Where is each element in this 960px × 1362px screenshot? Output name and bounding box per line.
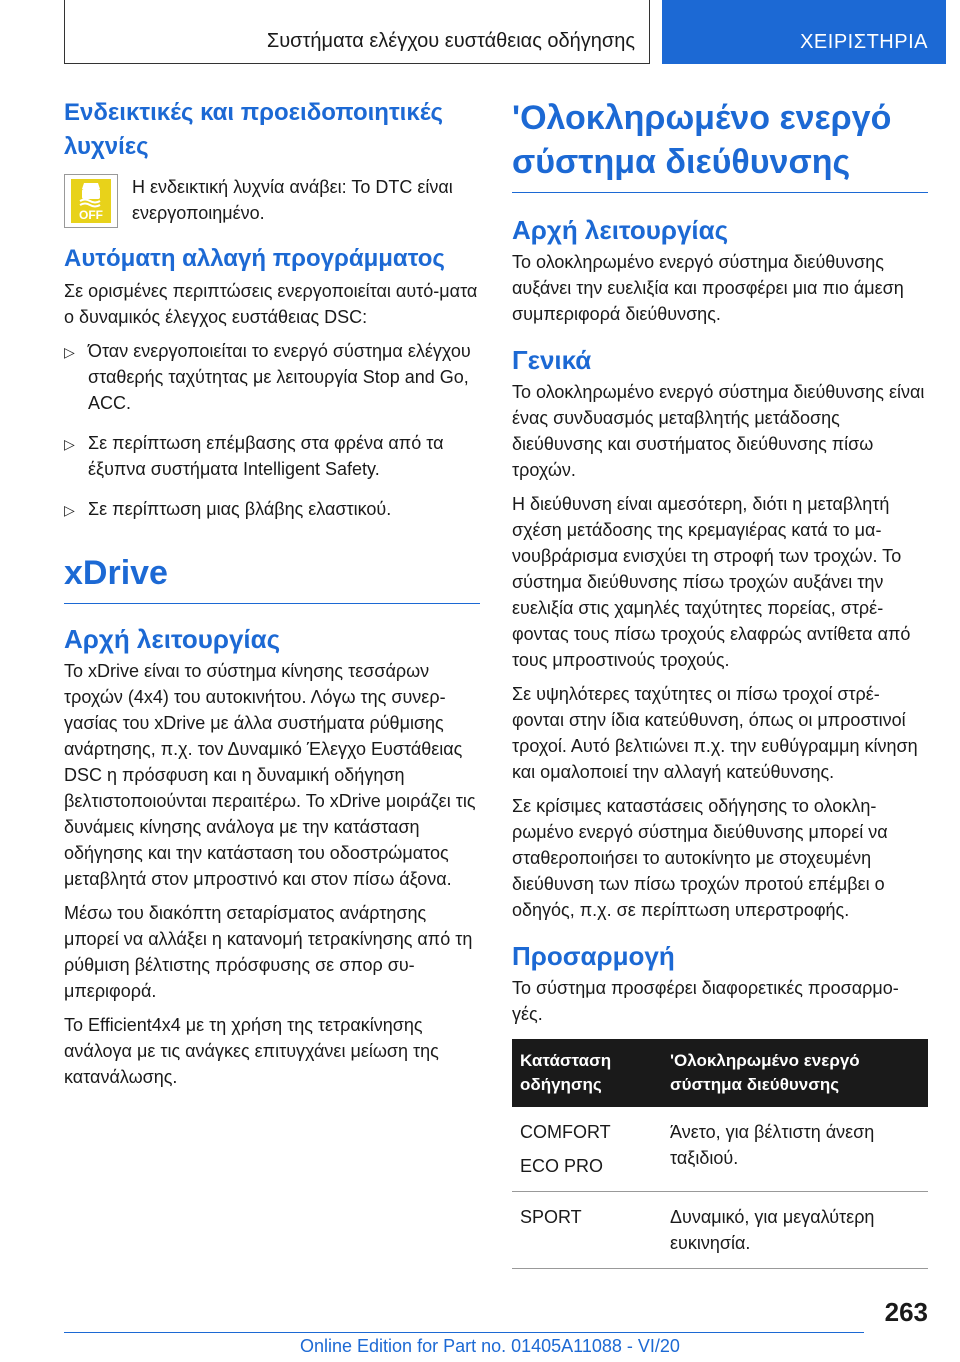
table-cell-mode: SPORT [512,1192,662,1269]
active-steering-heading: 'Ολοκληρωμένο ενεργό σύστημα διεύθυνσης [512,96,928,193]
right-column [512,96,928,1269]
general-paragraph-3: Σε υψηλότερες ταχύτητες οι πίσω τροχοί στρέ-φονται στην ίδια κατεύθυνση, όπως οι μπροστινοί τροχοί. Αυτό βελτιώνει π.χ. την ευθύγραμμη κίνηση και ομαλοποιεί την αλλαγή κατεύθυνσης. [512,684,918,782]
xdrive-paragraph-2: Μέσω του διακόπτη σεταρίσματος ανάρτησης μπορεί να αλλάξει η κατανομή τετρακίνησης από τη ρύθμιση βέλτιστης πρόσφυσης σε σπορ συ-μπεριφορά. [64,903,473,1001]
triangle-bullet-icon: ▷ [64,344,75,360]
page-number: 263 [884,1297,928,1327]
list-item: ▷ Όταν ενεργοποιείται το ενεργό σύστημα ελέγχου σταθερής ταχύτητας με λειτουργία Stop and Go, ACC. [64,338,480,416]
header-chapter-tab[interactable] [662,0,946,64]
general-paragraph-1: Το ολοκληρωμένο ενεργό σύστημα διεύθυνσης είναι ένας συνδυασμός μεταβλητής μετάδοσης διεύθυνσης και συστήματος διεύθυνσης πίσω τροχών. [512,382,925,480]
indicator-description: Η ενδεικτική λυχνία ανάβει: Το DTC είναι ενεργοποιημένο. [132,177,453,223]
table-header-mode: Κατάσταση οδήγησης [512,1039,662,1107]
xdrive-principle-heading: Αρχή λειτουργίας [64,624,281,654]
table-row [512,1107,928,1192]
general-paragraph-4: Σε κρίσιμες καταστάσεις οδήγησης το ολοκλη-ρωμένο ενεργό σύστημα διεύθυνσης μπορεί να σταθεροποιήσει το αυτοκίνητο με στοχευμένη διεύθυνση των πίσω τροχών προτού επέμβει ο οδηγός, π.χ. σε περίπτωση υπερστροφής. [512,796,888,920]
auto-program-bullets [64,338,480,523]
indicator-lamps-heading: Ενδεικτικές και προειδοποιητικές λυχνίες [64,99,444,160]
triangle-bullet-icon: ▷ [64,436,75,452]
footer-divider [64,1332,864,1333]
steering-principle-text: Το ολοκληρωμένο ενεργό σύστημα διεύθυνσης αυξάνει την ευελιξία και προσφέρει μια πιο άμεση συμπεριφορά διεύθυνσης. [512,252,904,324]
table-header-row [512,1039,928,1107]
table-cell-desc: Δυναμικό, για μεγαλύτερη ευκινησία. [662,1192,928,1269]
xdrive-paragraph-1: Το xDrive είναι το σύστημα κίνησης τεσσάρων τροχών (4x4) του αυτοκινήτου. Λόγω της συνερ-γασίας του xDrive με άλλα συστήματα ρύθμισης ανάρτησης, π.χ. τον Δυναμικό Έλεγχο Ευστάθειας DSC η πρόσφυση και η δυναμική οδήγηση βελτιστοποιούνται περαιτέρω. Το xDrive μοιράζει τις δυνάμεις κίνησης ανάλογα με την κατάσταση οδήγησης και την κατάσταση του οδοστρώματος μεταβλητά στον μπροστινό και στον πίσω άξονα. [64,661,476,889]
steering-principle-heading: Αρχή λειτουργίας [512,215,729,245]
table-row [512,1192,928,1269]
xdrive-heading: xDrive [64,551,480,604]
table-cell-desc: Άνετο, για βέλτιστη άνεση ταξιδιού. [662,1107,928,1192]
list-item: ▷ Σε περίπτωση μιας βλάβης ελαστικού. [64,496,480,523]
general-heading: Γενικά [512,345,592,375]
svg-text:OFF: OFF [79,208,103,222]
xdrive-paragraph-3: Το Efficient4x4 με τη χρήση της τετρακίνησης ανάλογα με τις ανάγκες επιτυγχάνει μείωση της κατανάλωσης. [64,1015,439,1087]
list-item: ▷ Σε περίπτωση επέμβασης στα φρένα από τα έξυπνα συστήματα Intelligent Safety. [64,430,480,482]
header-section-title: Συστήματα ελέγχου ευστάθειας οδήγησης [266,30,635,52]
table-cell-mode: COMFORT ECO PRO [512,1107,662,1192]
triangle-bullet-icon: ▷ [64,502,75,518]
header-chapter-label: ΧΕΙΡΙΣΤΗΡΙΑ [800,31,928,53]
table-header-steering: 'Ολοκληρωμένο ενεργό σύστημα διεύθυνσης [662,1039,928,1107]
auto-program-change-text: Σε ορισμένες περιπτώσεις ενεργοποιείται αυτό-ματα ο δυναμικός έλεγχος ευστάθειας DSC: [64,281,478,327]
dtc-off-icon [64,174,118,228]
adaptation-heading: Προσαρμογή [512,941,675,971]
indicator-row [64,174,480,228]
adaptation-text: Το σύστημα προσφέρει διαφορετικές προσαρμο-γές. [512,978,899,1024]
header-section-box [64,0,650,64]
general-paragraph-2: Η διεύθυνση είναι αμεσότερη, διότι η μεταβλητή σχέση μετάδοσης της κρεμαγιέρας κατά το μα-νουβράρισμα ενισχύει τη στροφή των τροχών. Το σύστημα διεύθυνσης πίσω τροχών αυξάνει την ευελιξία στις χαμηλές ταχύτητες πορείας, στρέ-φοντας τους πίσω τροχούς ελαφρώς αντίθετα από τους μπροστινούς τροχούς. [512,494,911,670]
driving-modes-table [512,1039,928,1269]
auto-program-change-heading: Αυτόματη αλλαγή προγράμματος [64,245,445,272]
left-column [64,96,480,1098]
footer-edition: Online Edition for Part no. 01405A11088 - VI/20 [300,1336,680,1356]
